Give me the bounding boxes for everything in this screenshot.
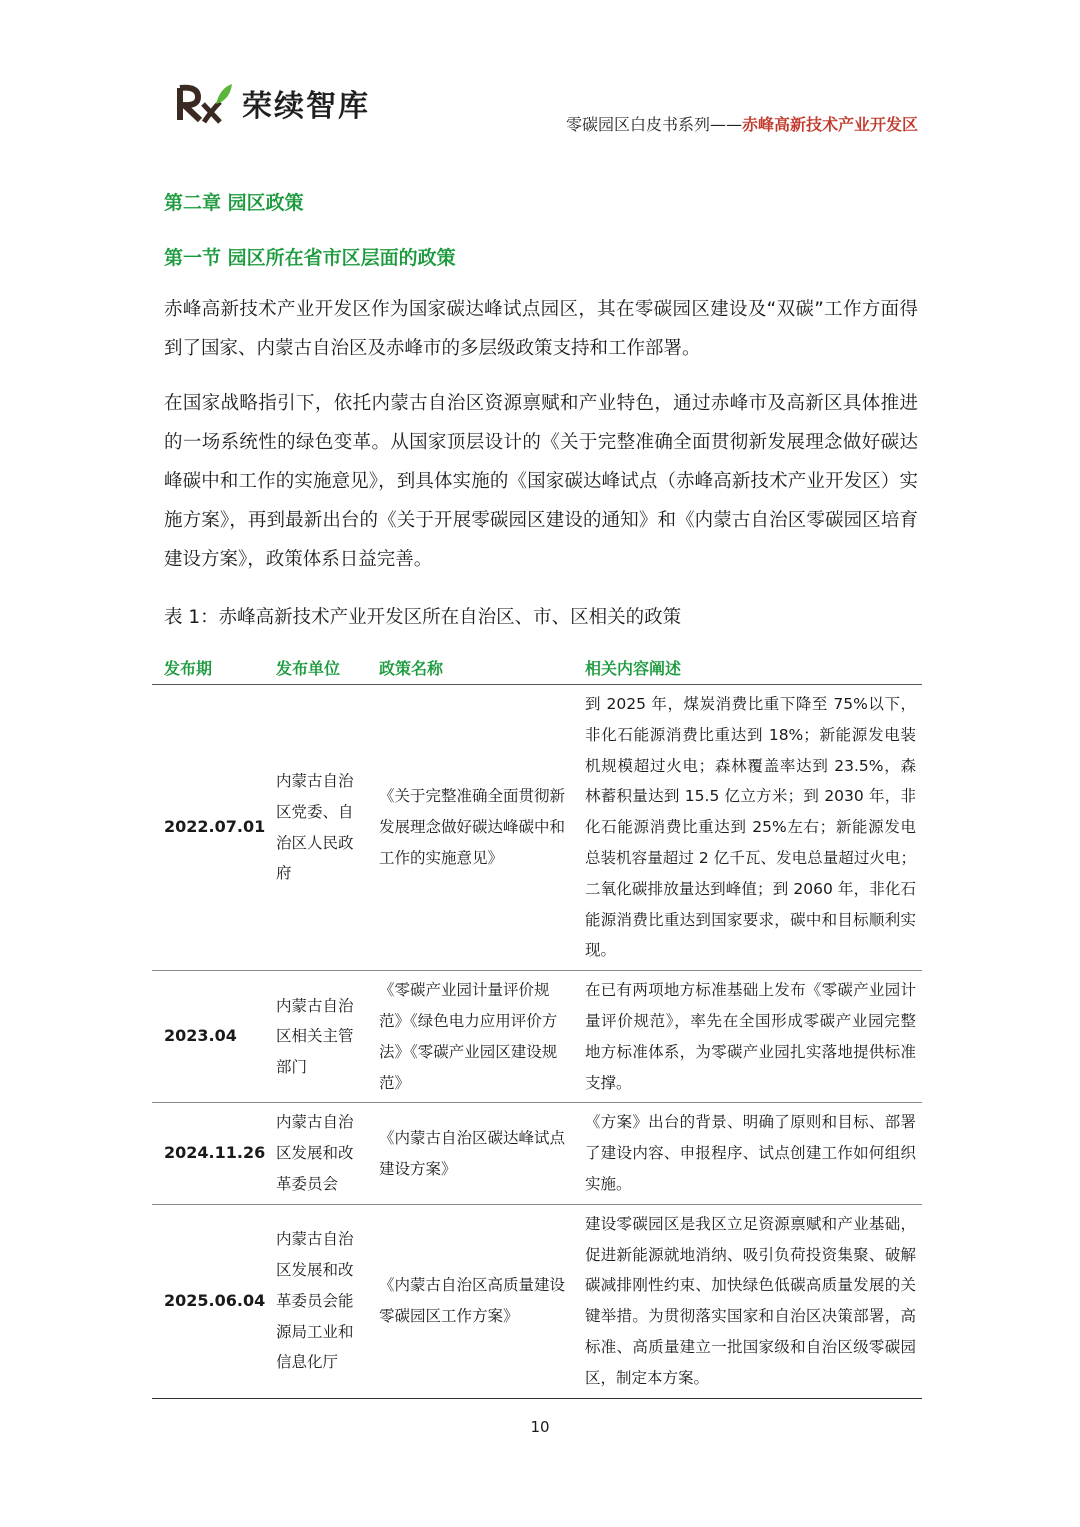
cell-policy: 《内蒙古自治区高质量建设零碳园区工作方案》: [367, 1204, 573, 1398]
table-row: [152, 1103, 922, 1204]
cell-unit: 内蒙古自治区发展和改革委员会: [264, 1103, 367, 1204]
header-unit: 发布单位: [264, 650, 367, 685]
brand-name: 荣续智库: [242, 89, 370, 124]
cell-content: 在已有两项地方标准基础上发布《零碳产业园计量评价规范》，率先在全国形成零碳产业园完整地方标准体系，为零碳产业园扎实落地提供标准支撑。: [573, 971, 922, 1103]
rx-logo-icon: [176, 80, 234, 126]
series-highlight: 赤峰高新技术产业开发区: [741, 115, 918, 134]
table-row: [152, 971, 922, 1103]
table-caption: 表 1：赤峰高新技术产业开发区所在自治区、市、区相关的政策: [164, 607, 682, 628]
cell-date: 2024.11.26: [152, 1103, 264, 1204]
cell-date: 2023.04: [152, 971, 264, 1103]
cell-content: 《方案》出台的背景、明确了原则和目标、部署了建设内容、申报程序、试点创建工作如何组织实施。: [573, 1103, 922, 1204]
policy-table: [152, 650, 922, 1399]
section-title: 第一节 园区所在省市区层面的政策: [164, 247, 456, 269]
table-row: [152, 685, 922, 971]
table-row: [152, 1204, 922, 1398]
chapter-title: 第二章 园区政策: [164, 192, 304, 214]
brand-logo: [176, 80, 370, 126]
header-content: 相关内容阐述: [573, 650, 922, 685]
cell-date: 2022.07.01: [152, 685, 264, 971]
page-number: 10: [530, 1418, 550, 1436]
paragraph-1: 赤峰高新技术产业开发区作为国家碳达峰试点园区，其在零碳园区建设及“双碳”工作方面得到了国家、内蒙古自治区及赤峰市的多层级政策支持和工作部署。: [164, 299, 918, 359]
cell-content: 建设零碳园区是我区立足资源禀赋和产业基础，促进新能源就地消纳、吸引负荷投资集聚、破解碳减排刚性约束、加快绿色低碳高质量发展的关键举措。为贯彻落实国家和自治区决策部署，高标准、高质量建立一批国家级和自治区级零碳园区，制定本方案。: [573, 1204, 922, 1398]
cell-unit: 内蒙古自治区党委、自治区人民政府: [264, 685, 367, 971]
series-title: [566, 112, 918, 135]
table-header-row: [152, 650, 922, 685]
cell-policy: 《零碳产业园计量评价规范》《绿色电力应用评价方法》《零碳产业园区建设规范》: [367, 971, 573, 1103]
cell-unit: 内蒙古自治区相关主管部门: [264, 971, 367, 1103]
cell-content: 到 2025 年，煤炭消费比重下降至 75%以下，非化石能源消费比重达到 18%；新能源发电装机规模超过火电；森林覆盖率达到 23.5%，森林蓄积量达到 15.5 亿立方米；到 2030 年，非化石能源消费比重达到 25%左右；新能源发电总装机容量超过 2 亿千瓦、发电总量超过火电；二氧化碳排放量达到峰值；到 2060 年，非化石能源消费比重达到国家要求，碳中和目标顺利实现。: [573, 685, 922, 971]
header-date: 发布期: [152, 650, 264, 685]
cell-unit: 内蒙古自治区发展和改革委员会能源局工业和信息化厅: [264, 1204, 367, 1398]
cell-policy: 《内蒙古自治区碳达峰试点建设方案》: [367, 1103, 573, 1204]
cell-policy: 《关于完整准确全面贯彻新发展理念做好碳达峰碳中和工作的实施意见》: [367, 685, 573, 971]
paragraph-2: 在国家战略指引下，依托内蒙古自治区资源禀赋和产业特色，通过赤峰市及高新区具体推进的一场系统性的绿色变革。从国家顶层设计的《关于完整准确全面贯彻新发展理念做好碳达峰碳中和工作的实施意见》，到具体实施的《国家碳达峰试点（赤峰高新技术产业开发区）实施方案》，再到最新出台的《关于开展零碳园区建设的通知》和《内蒙古自治区零碳园区培育建设方案》，政策体系日益完善。: [164, 393, 918, 570]
cell-date: 2025.06.04: [152, 1204, 264, 1398]
series-prefix: 零碳园区白皮书系列——: [565, 115, 742, 134]
header-policy: 政策名称: [367, 650, 573, 685]
